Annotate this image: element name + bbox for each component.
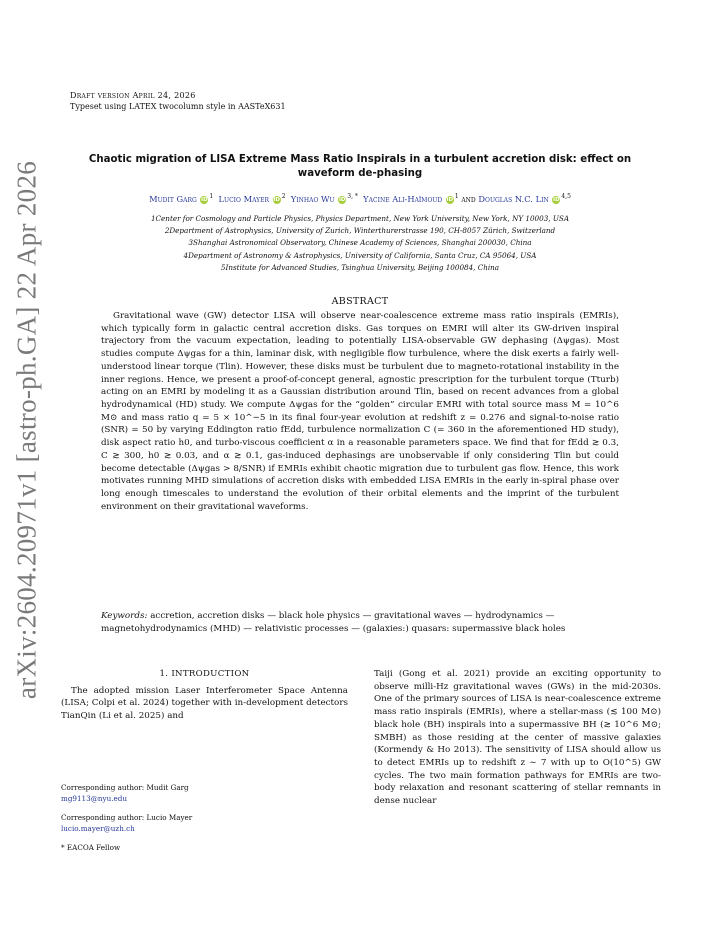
keywords-label: Keywords: [101,611,148,621]
keywords-list: accretion, accretion disks — black hole physics — gravitational waves — hydrodynamics — magnetohydrodynamics (MHD) — relativistic processes — (galaxies:) quasars: supermassive black holes [101,611,566,634]
author-affiliation-mark: 2 [281,193,286,200]
corresponding-author-2: Corresponding author: Lucio Mayer [61,813,193,822]
author-affiliation-mark: 1 [209,193,214,200]
author-list [60,193,660,204]
intro-paragraph-left [61,685,348,723]
affiliation-item: 3Shanghai Astronomical Observatory, Chinese Academy of Sciences, Shanghai 200030, China [188,238,532,248]
abstract-text [101,310,619,514]
corresponding-author-1: Corresponding author: Mudit Garg [61,783,189,792]
author-name[interactable]: Lucio Mayer [218,193,270,204]
affiliations [60,213,660,274]
author-name[interactable]: Douglas N.C. Lin [478,193,549,204]
abstract-body: Gravitational wave (GW) detector LISA will observe near-coalescence extreme mass ratio inspirals (EMRIs), which typically form in galactic central accretion disks. Gas torques on EMRI will alter its GW-driven inspiral trajectory from the vacuum expectation, leading to potentially LISA-observable GW dephasing (Δψgas). Most studies compute Δψgas for a thin, laminar disk, with negligible flow turbulence, where the disk exerts a fairly well-understood linear torque (Tlin). However, these disks must be turbulent due to magneto-rotational instability in the inner regions. Hence, we present a proof-of-concept general, agnostic prescription for the turbulent torque (Tturb) acting on an EMRI by modeling it as a Gaussian distribution around Tlin, based on recent advances from a global hydrodynamical (HD) study. We compute Δψgas for the “golden” circular EMRI with total source mass M = 10^6 M⊙ and mass ratio q = 5 × 10^−5 in its final four-year evolution at redshift z = 0.276 and signal-to-noise ratio (SNR) = 50 by varying Eddington ratio fEdd, turbulence normalization C (= 360 in the aforementioned HD study), disk aspect ratio h0, and turbo-viscous coefficient α in a reasonable parameters space. We find that for fEdd ≳ 0.3, C ≳ 300, h0 ≳ 0.03, and α ≳ 0.1, gas-induced dephasings are unobservable if only considering Tlin but could become detectable (Δψgas > 8/SNR) if EMRIs exhibit chaotic migration due to turbulent gas flow. Hence, this work motivates running MHD simulations of accretion disks with embedded LISA EMRIs in the early in-spiral phase over long enough timescales to understand the evolution of their orbital elements and the imprint of the turbulent environment on their gravitational waveforms. [101,311,619,512]
affiliation-item: 2Department of Astrophysics, University of Zurich, Winterthurerstrasse 190, CH-8057 Zürich, Switzerland [164,226,556,236]
email-link-1[interactable]: mg9113@nyu.edu [61,794,127,803]
author-name[interactable]: Yinhao Wu [290,193,335,204]
orcid-icon[interactable]: iD [446,196,454,203]
author-name[interactable]: Yacine Ali-Haïmoud [363,193,443,204]
section-heading-introduction: 1. INTRODUCTION [159,669,250,679]
intro-text-right: Taiji (Gong et al. 2021) provide an exciting opportunity to observe milli-Hz gravitational waves (GWs) in the mid-2030s. One of the primary sources of LISA is near-coalescence extreme mass ratio inspirals (EMRIs), where a stellar-mass (≲ 100 M⊙) black hole (BH) inspirals into a supermassive BH (≳ 10^6 M⊙; SMBH) as those residing at the center of massive galaxies (Kormendy & Ho 2013). The sensitivity of LISA should allow us to detect EMRIs up to redshift z ∼ 7 with up to O(10^5) GW cycles. The two main formation pathways for EMRIs are two-body relaxation and resonant scattering of stellar remnants in dense nuclear [374,669,661,807]
fellow-note: * EACOA Fellow [61,843,121,852]
affiliation-item: 1Center for Cosmology and Particle Physics, Physics Department, New York University, New York, NY 10003, USA [150,214,570,223]
orcid-icon[interactable]: iD [273,196,280,203]
author-affiliation-mark: 1 [454,193,459,200]
draft-version: Draft version April 24, 2026 [70,91,196,100]
orcid-icon[interactable]: iD [201,196,208,203]
orcid-icon[interactable]: iD [553,196,560,203]
keywords-block [101,610,619,635]
left-column [61,668,348,723]
paper-title: Chaotic migration of LISA Extreme Mass Ratio Inspirals in a turbulent accretion disk: effect on waveform de-phasing [88,154,632,179]
author-name[interactable]: Mudit Garg [149,193,197,204]
draft-header [70,90,286,112]
affiliation-item: 5Institute for Advanced Studies, Tsinghua University, Beijing 100084, China [220,262,500,272]
right-column [374,668,661,808]
orcid-icon[interactable]: iD [339,196,346,203]
author-affiliation-mark: 4,5 [561,193,571,200]
arxiv-identifier: arXiv:2604.20971v1 [astro-ph.GA] 22 Apr 2026 [11,160,42,700]
affiliation-item: 4Department of Astronomy & Astrophysics, University of California, Santa Cruz, CA 95064, USA [183,250,537,260]
footnotes [61,782,348,861]
authors-and: and [461,193,476,204]
email-link-2[interactable]: lucio.mayer@uzh.ch [61,824,135,833]
typeset-note: Typeset using LATEX twocolumn style in AASTeX631 [70,102,286,111]
abstract-heading: ABSTRACT [331,296,389,307]
arxiv-sidebar [6,150,48,710]
author-affiliation-mark: 3, * [347,193,358,200]
intro-text-left: The adopted mission Laser Interferometer Space Antenna (LISA; Colpi et al. 2024) together with in-development detectors TianQin (Li et al. 2025) and [61,685,348,722]
